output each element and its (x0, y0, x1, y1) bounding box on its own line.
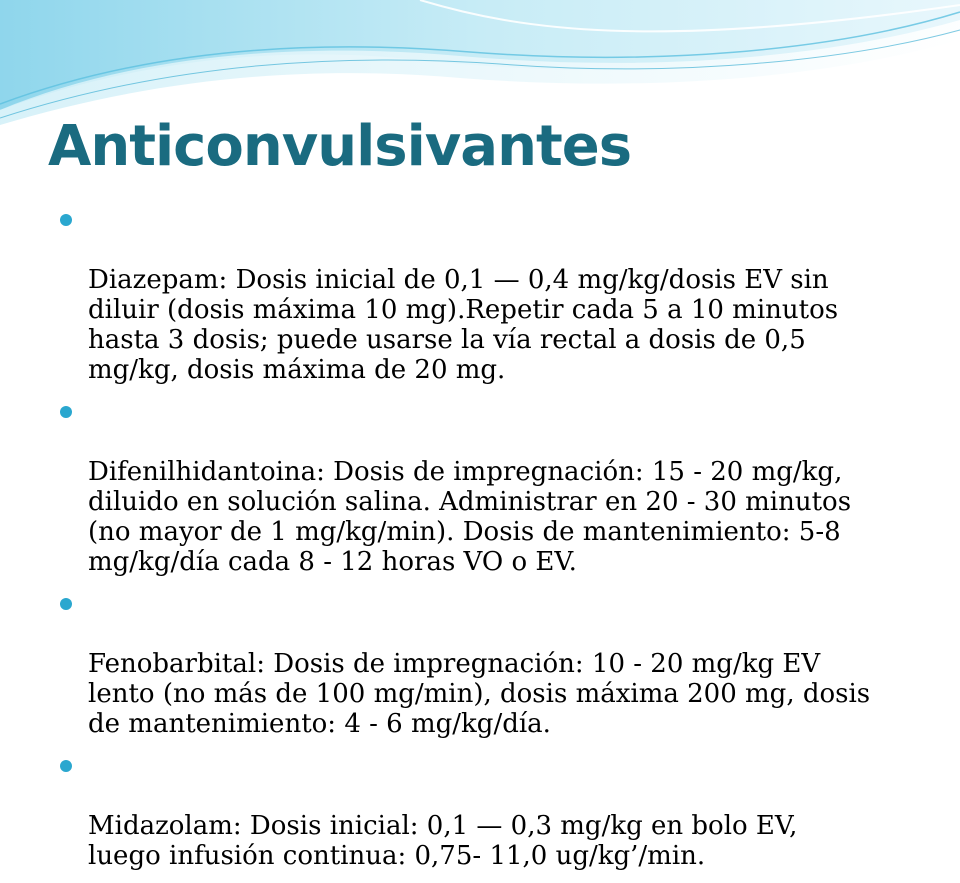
slide-title: Anticonvulsivantes (48, 114, 632, 179)
bullet-text: Difenilhidantoina: Dosis de impregnación: 15 - 20 mg/kg, diluido en solución salina. Administrar en 20 - 30 minutos (no mayor de 1 mg/kg/min). Dosis de mantenimiento: 5-8 mg/kg/día cada 8 - 12 horas VO o EV. (88, 457, 852, 577)
bullet-dot-icon (60, 214, 72, 226)
bullet-dot-icon (60, 598, 72, 610)
bullet-dot-icon (60, 406, 72, 418)
bullet-text: Diazepam: Dosis inicial de 0,1 — 0,4 mg/kg/dosis EV sin diluir (dosis máxima 10 mg).Repetir cada 5 a 10 minutos hasta 3 dosis; puede usarse la vía rectal a dosis de 0,5 mg/kg, dosis máxima de 20 mg. (88, 265, 839, 385)
bullet-diazepam (56, 205, 916, 385)
bullet-difenilhidantoina (56, 397, 916, 577)
bullet-list (56, 205, 916, 883)
bullet-dot-icon (60, 760, 72, 772)
bullet-text: Midazolam: Dosis inicial: 0,1 — 0,3 mg/kg en bolo EV, luego infusión continua: 0,75- 11,0 ug/kg’/min. (88, 811, 798, 871)
bullet-text: Fenobarbital: Dosis de impregnación: 10 - 20 mg/kg EV lento (no más de 100 mg/min), dosis máxima 200 mg, dosis de mantenimiento: 4 - 6 mg/kg/día. (88, 649, 871, 739)
wave-header-decoration (0, 0, 960, 130)
bullet-midazolam (56, 751, 916, 871)
bullet-fenobarbital (56, 589, 916, 739)
